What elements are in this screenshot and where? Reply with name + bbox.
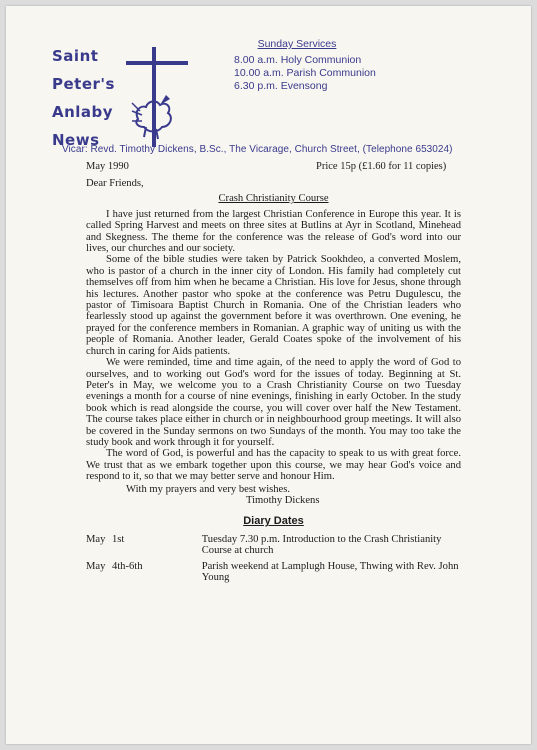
signature: Timothy Dickens bbox=[246, 494, 320, 506]
service-name: Parish Communion bbox=[286, 67, 376, 79]
issue-date: May 1990 bbox=[86, 161, 129, 172]
masthead-line: News bbox=[52, 131, 100, 149]
service-time: 10.00 a.m. bbox=[234, 67, 284, 79]
service-time: 8.00 a.m. bbox=[234, 54, 278, 66]
diary-description: Parish weekend at Lamplugh House, Thwing with Rev. John Young bbox=[201, 560, 459, 583]
diary-day: 1st bbox=[111, 533, 125, 545]
vicar-contact-line: Vicar: Revd. Timothy Dickens, B.Sc., The Vicarage, Church Street, (Telephone 653024) bbox=[62, 144, 453, 155]
diary-description: Tuesday 7.30 p.m. Introduction to the Crash Christianity Course at church bbox=[201, 533, 442, 557]
service-row bbox=[234, 54, 362, 67]
services-title: Sunday Services bbox=[257, 38, 337, 50]
closing: With my prayers and very best wishes. bbox=[126, 483, 291, 495]
masthead-line: Anlaby bbox=[52, 103, 114, 121]
service-row bbox=[234, 67, 376, 80]
diary-month: May bbox=[86, 560, 106, 572]
paragraph: The word of God, is powerful and has the capacity to speak to us with great force. We trust that as we embark together upon this course, we may hear God's voice and respond to it, so that we may better serve and honour Him. bbox=[86, 448, 461, 483]
paragraph: Some of the bible studies were taken by Patrick Sookhdeo, a converted Moslem, who is pastor of a church in the inner city of London. His family had completely cut themselves off from him when he became a Christian. His love for Jesus, shone through his lectures. Another pastor who spoke at the conference was Petru Dugulescu, the pastor of Timisoara Baptist Church in Romania. One of the Christian leaders who fearlessly stood up against the government before it was overthrown. One evening, he prayed for the conference members in Romanian. A graphic way of uniting us with the people of Romania. Another leader, Gerald Coates spoke of the involvement of his church in caring for Aids patients. bbox=[86, 254, 461, 357]
service-name: Evensong bbox=[280, 80, 328, 92]
diary-entry bbox=[86, 561, 461, 584]
paragraph: I have just returned from the largest Christian Conference in Europe this year. It is called Spring Harvest and meets on three sites at Butlins at Ayr in Scotland, Minehead and Skegness. The theme for the conference was the release of God's word into our lives, our churches and our society. bbox=[86, 208, 461, 255]
masthead-title bbox=[52, 42, 115, 154]
paragraph: We were reminded, time and time again, of the need to apply the word of God to ourselves, and to working out God's word for the issues of today. Beginning at St. Peter's in May, we welcome you to a Crash Christianity Course on two Tuesday evenings a month for a course of nine evenings, finishing in early October. In the study book which is read alongside the course, you will cover over half the New Testament. The course takes place either in church or in neighbourhood group meetings. It will also be covered in the Sunday sermons on two Sundays of the month. You may too take the study book and work through it for yourself. bbox=[86, 357, 461, 448]
masthead-line: Peter's bbox=[52, 75, 115, 93]
diary-month: May bbox=[86, 533, 106, 545]
service-row bbox=[234, 80, 358, 93]
letter-body bbox=[86, 178, 461, 587]
salutation: Dear Friends, bbox=[86, 178, 144, 189]
service-time: 6.30 p.m. bbox=[234, 80, 278, 92]
cross-and-cockerel-logo bbox=[114, 41, 194, 147]
diary-day: 4th-6th bbox=[111, 560, 143, 572]
diary-entry bbox=[86, 534, 461, 557]
diary-heading: Diary Dates bbox=[243, 515, 304, 528]
sunday-services bbox=[218, 38, 376, 93]
article-heading: Crash Christianity Course bbox=[218, 193, 329, 205]
newsletter-page bbox=[6, 6, 531, 744]
issue-price: Price 15p (£1.60 for 11 copies) bbox=[316, 161, 447, 172]
masthead-line: Saint bbox=[52, 47, 99, 65]
service-name: Holy Communion bbox=[280, 54, 362, 66]
